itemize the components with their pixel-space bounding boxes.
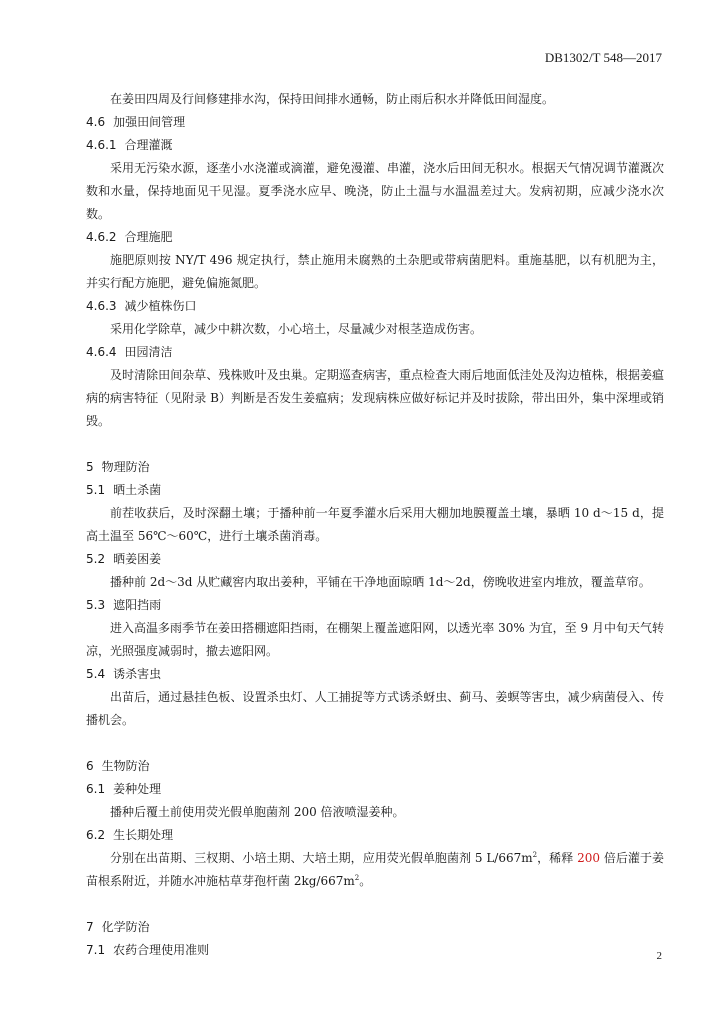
paragraph-5-2: 播种前 2d～3d 从贮藏窖内取出姜种，平铺在干净地面晾晒 1d～2d，傍晚收进室内堆放，覆盖草帘。 — [110, 575, 651, 589]
document-code: DB1302/T 548—2017 — [544, 50, 662, 65]
heading-5-1: 5.1 晒土杀菌 — [86, 483, 162, 497]
heading-4-6: 4.6 加强田间管理 — [86, 115, 186, 129]
section-spacer — [86, 893, 664, 916]
paragraph-6-1: 播种后覆土前使用荧光假单胞菌剂 200 倍液喷湿姜种。 — [110, 805, 405, 819]
paragraph-4-6-3: 采用化学除草，减少中耕次数，小心培土，尽量减少对根茎造成伤害。 — [110, 322, 483, 336]
section-spacer — [86, 433, 664, 456]
superscript: 2 — [532, 851, 538, 859]
page-number: 2 — [656, 950, 662, 962]
paragraph-6-2: 分别在出苗期、三杈期、小培土期、大培土期，应用荧光假单胞菌剂 5 $L/667m^2$，稀释 200 倍后灌于姜苗根系附近，并随水冲施枯草芽孢杆菌 $2kg/667m^2$。 — [86, 851, 664, 888]
paragraph-5-3: 进入高温多雨季节在姜田搭棚遮阳挡雨，在棚架上覆盖遮阳网，以透光率 30% 为宜，至 9 月中旬天气转凉，光照强度减弱时，撤去遮阳网。 — [86, 621, 664, 658]
paragraph-4-6-4: 及时清除田间杂草、残株败叶及虫巢。定期巡查病害，重点检查大雨后地面低洼处及沟边植株，根据姜瘟病的病害特征（见附录 B）判断是否发生姜瘟病；发现病株应做好标记并及时拔除，带出田外，集中深埋或销毁。 — [86, 368, 664, 428]
heading-5-4: 5.4 诱杀害虫 — [86, 667, 162, 681]
heading-5-3: 5.3 遮阳挡雨 — [86, 598, 162, 612]
heading-6-2: 6.2 生长期处理 — [86, 828, 174, 842]
document-body — [86, 88, 664, 962]
paragraph-5-1: 前茬收获后，及时深翻土壤；于播种前一年夏季灌水后采用大棚加地膜覆盖土壤，暴晒 10 d～15 d，提高土温至 56℃～60℃，进行土壤杀菌消毒。 — [86, 506, 664, 543]
drainage-paragraph: 在姜田四周及行间修建排水沟，保持田间排水通畅，防止雨后积水并降低田间湿度。 — [110, 92, 555, 106]
heading-5-2: 5.2 晒姜困姜 — [86, 552, 162, 566]
superscript: 2 — [354, 874, 360, 882]
heading-7: 7 化学防治 — [86, 920, 150, 934]
heading-5: 5 物理防治 — [86, 460, 150, 474]
paragraph-5-4: 出苗后，通过悬挂色板、设置杀虫灯、人工捕捉等方式诱杀蚜虫、蓟马、姜螟等害虫，减少病菌侵入、传播机会。 — [86, 690, 664, 727]
section-spacer — [86, 732, 664, 755]
heading-4-6-4: 4.6.4 田园清洁 — [86, 345, 173, 359]
paragraph-4-6-2: 施肥原则按 NY/T 496 规定执行，禁止施用未腐熟的土杂肥或带病菌肥料。重施基肥，以有机肥为主，并实行配方施肥，避免偏施氮肥。 — [86, 253, 664, 290]
heading-7-1: 7.1 农药合理使用准则 — [86, 943, 210, 957]
highlighted-value: 200 — [577, 851, 600, 865]
page-header — [0, 0, 724, 65]
heading-4-6-2: 4.6.2 合理施肥 — [86, 230, 173, 244]
heading-6: 6 生物防治 — [86, 759, 150, 773]
heading-4-6-3: 4.6.3 减少植株伤口 — [86, 299, 197, 313]
heading-4-6-1: 4.6.1 合理灌溉 — [86, 138, 173, 152]
paragraph-4-6-1: 采用无污染水源，逐垄小水浇灌或滴灌，避免漫灌、串灌，浇水后田间无积水。根据天气情况调节灌溉次数和水量，保持地面见干见湿。夏季浇水应早、晚浇，防止土温与水温温差过大。发病初期，应减少浇水次数。 — [86, 161, 664, 221]
heading-6-1: 6.1 姜种处理 — [86, 782, 162, 796]
